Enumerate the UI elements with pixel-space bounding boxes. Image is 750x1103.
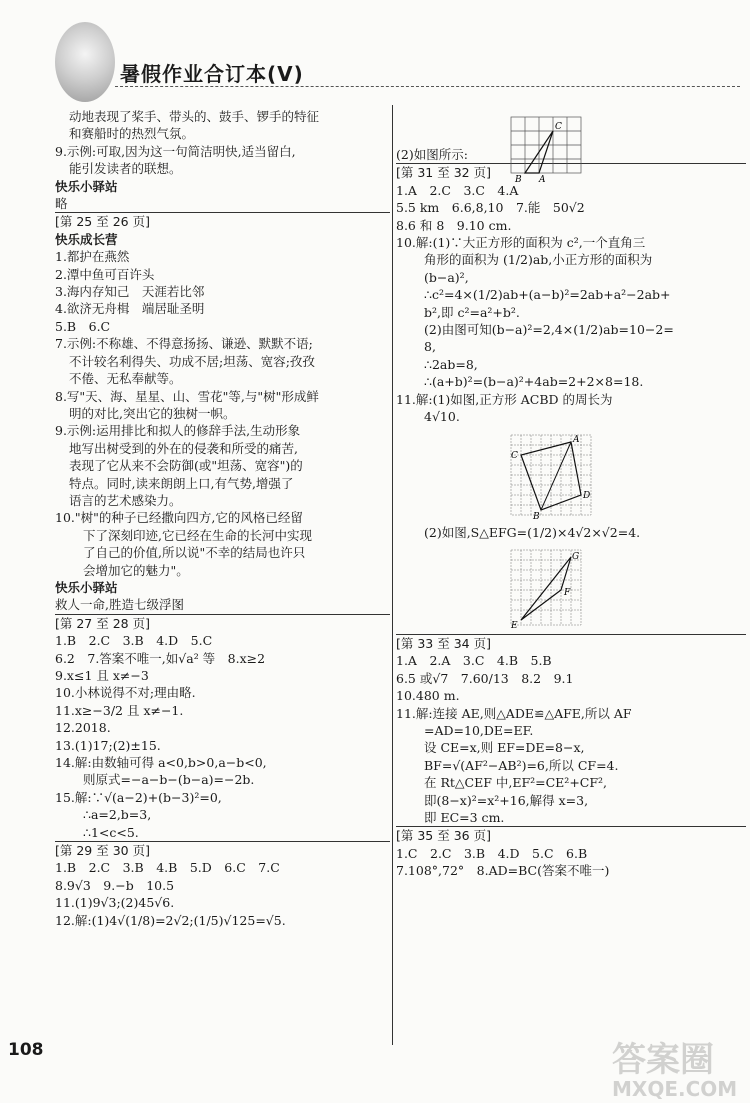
answer-line: 5.5 km 6.6,8,10 7.能 50√2	[396, 200, 585, 216]
header-divider	[115, 86, 740, 87]
answer-line: 11.(1)9√3;(2)45√6.	[55, 895, 175, 911]
answer-line: 特点。同时,读来朗朗上口,有气势,增强了	[69, 475, 294, 491]
answer-line: 10.小林说得不对;理由略.	[55, 685, 196, 701]
answer-line: BF=√(AF²−AB²)=6,所以 CF=4.	[424, 757, 619, 773]
answer-line: 1.A 2.A 3.C 4.B 5.B	[396, 653, 552, 669]
answer-line: 地写出树受到的外在的侵袭和所受的痛苦,	[69, 440, 298, 456]
answer-line: 即 EC=3 cm.	[424, 809, 505, 825]
fig2-label-b: B	[533, 511, 540, 520]
answer-line: ∴1<c<5.	[83, 824, 139, 840]
answer-line: 7.108°,72° 8.AD=BC(答案不唯一)	[396, 863, 610, 879]
answer-line: (2)如图所示:	[396, 147, 468, 162]
answer-line: 7.示例:不称雄、不得意扬扬、谦逊、默默不语;	[55, 336, 313, 352]
page-range-heading: [第 25 至 26 页]	[55, 212, 390, 230]
fig2-label-d: D	[583, 490, 591, 501]
answer-line: 4.欲济无舟楫 端居耻圣明	[55, 301, 205, 317]
answer-line: 则原式=−a−b−(b−a)=−2b.	[83, 772, 255, 788]
answer-line: (2)由图可知(b−a)²=2,4×(1/2)ab=10−2=	[424, 322, 674, 338]
page-range-heading: [第 35 至 36 页]	[396, 826, 746, 844]
answer-line: 和赛船时的热烈气氛。	[69, 126, 195, 142]
fig3-label-f: F	[564, 587, 571, 598]
fig1-label-b: B	[515, 175, 522, 182]
fig3-label-e: E	[511, 620, 518, 630]
answer-line: 14.解:由数轴可得 a<0,b>0,a−b<0,	[55, 755, 267, 771]
column-divider	[392, 105, 393, 1045]
section-heading: 快乐成长营	[55, 231, 118, 247]
fig1-label-a: A	[539, 175, 546, 182]
answer-line: 1.C 2.C 3.B 4.D 5.C 6.B	[396, 845, 588, 861]
fig1-label-c: C	[555, 122, 562, 132]
fig2-label-c: C	[511, 450, 518, 461]
answer-line: 11.解:(1)如图,正方形 ACBD 的周长为	[396, 391, 613, 407]
answer-line: 不计较名利得失、功成不居;坦荡、宽容;孜孜	[69, 353, 315, 369]
answer-line: 略	[55, 196, 68, 212]
answer-line: 10."树"的种子已经撒向四方,它的风格已经留	[55, 510, 303, 526]
answer-line: 9.示例:运用排比和拟人的修辞手法,生动形象	[55, 423, 301, 439]
answer-line: 10.480 m.	[396, 688, 460, 704]
answer-line: 13.(1)17;(2)±15.	[55, 737, 161, 753]
figure-triangle-efg	[506, 545, 586, 630]
watermark-logo	[612, 1040, 740, 1101]
answer-line: 4√10.	[424, 409, 460, 425]
left-column	[55, 108, 390, 929]
answer-line: 9.x≤1 且 x≠−3	[55, 668, 149, 683]
answer-line: 即(8−x)²=x²+16,解得 x=3,	[424, 792, 589, 808]
watermark-title: 答案圈	[612, 1040, 714, 1080]
answer-line: 6.2 7.答案不唯一,如√a² 等 8.x≥2	[55, 650, 266, 666]
answer-line: ∴(a+b)²=(b−a)²+4ab=2+2×8=18.	[424, 374, 644, 390]
right-column	[396, 108, 746, 880]
page-range-heading: [第 29 至 30 页]	[55, 841, 390, 859]
book-title: 暑假作业合订本(V)	[120, 62, 304, 86]
answer-line: 角形的面积为 (1/2)ab,小正方形的面积为	[424, 252, 653, 268]
answer-line: (2)如图,S△EFG=(1/2)×4√2×√2=4.	[424, 524, 641, 540]
answer-line: 9.示例:可取,因为这一句简洁明快,适当留白,	[55, 143, 296, 159]
answer-line: 了自己的价值,所以说"不幸的结局也许只	[83, 545, 306, 561]
answer-line: 不倦、无私奉献等。	[69, 371, 182, 387]
answer-line: 1.B 2.C 3.B 4.B 5.D 6.C 7.C	[55, 860, 280, 876]
section-heading: 快乐小驿站	[55, 178, 118, 194]
answer-line: ∴2ab=8,	[424, 356, 478, 372]
page-number: 108	[8, 1040, 44, 1060]
cartoon-logo-icon	[55, 22, 115, 102]
answer-line: 8.9√3 9.−b 10.5	[55, 877, 175, 893]
answer-line: 8,	[424, 339, 436, 355]
answer-line: 会增加它的魅力"。	[83, 562, 189, 578]
answer-line: 语言的艺术感染力。	[69, 492, 182, 508]
answer-line: 8.写"天、海、星星、山、雪花"等,与"树"形成鲜	[55, 388, 319, 404]
answer-line: ∴a=2,b=3,	[83, 807, 152, 823]
answer-line: 动地表现了桨手、带头的、鼓手、锣手的特征	[69, 109, 320, 124]
answer-line: 12.解:(1)4√(1/8)=2√2;(1/5)√125=√5.	[55, 912, 286, 928]
fig3-label-g: G	[572, 551, 580, 562]
answer-line: =AD=10,DE=EF.	[424, 722, 534, 738]
figure-square-acbd	[506, 430, 596, 520]
answer-line: 能引发读者的联想。	[69, 161, 182, 177]
answer-line: 设 CE=x,则 EF=DE=8−x,	[424, 740, 585, 756]
answer-line: 明的对比,突出它的独树一帜。	[69, 405, 236, 421]
answer-line: 11.x≥−3/2 且 x≠−1.	[55, 702, 184, 718]
answer-line: 11.解:连接 AE,则△ADE≌△AFE,所以 AF	[396, 705, 632, 721]
answer-line: 1.B 2.C 3.B 4.D 5.C	[55, 633, 213, 649]
answer-line: 8.6 和 8 9.10 cm.	[396, 217, 512, 233]
answer-line: 救人一命,胜造七级浮图	[55, 597, 184, 613]
answer-line: 1.都护在燕然	[55, 249, 130, 265]
answer-line: ∴c²=4×(1/2)ab+(a−b)²=2ab+a²−2ab+	[424, 287, 671, 303]
answer-line: 1.A 2.C 3.C 4.A	[396, 182, 519, 198]
section-heading: 快乐小驿站	[55, 579, 118, 595]
answer-line: 表现了它从来不会防御(或"坦荡、宽容")的	[69, 458, 303, 474]
answer-line: b²,即 c²=a²+b².	[424, 304, 520, 320]
answer-line: (b−a)²,	[424, 269, 469, 285]
answer-line: 5.B 6.C	[55, 318, 111, 334]
answer-line: 在 Rt△CEF 中,EF²=CE²+CF²,	[424, 775, 608, 791]
page-range-heading: [第 31 至 32 页]	[396, 163, 746, 181]
watermark-site: MXQE.COM	[612, 1077, 738, 1101]
answer-line: 15.解:∵√(a−2)+(b−3)²=0,	[55, 789, 222, 805]
fig2-label-a: A	[573, 434, 580, 445]
answer-line: 2.潭中鱼可百许头	[55, 266, 155, 282]
answer-line: 3.海内存知己 天涯若比邻	[55, 284, 205, 300]
answer-line: 下了深刻印迹,它已经在生命的长河中实现	[83, 527, 312, 543]
page-range-heading: [第 27 至 28 页]	[55, 614, 390, 632]
answer-line: 12.2018.	[55, 720, 111, 736]
page-range-heading: [第 33 至 34 页]	[396, 634, 746, 652]
answer-line: 10.解:(1)∵大正方形的面积为 c²,一个直角三	[396, 235, 646, 251]
page-header	[0, 0, 750, 105]
answer-line: 6.5 或√7 7.60/13 8.2 9.1	[396, 670, 574, 686]
